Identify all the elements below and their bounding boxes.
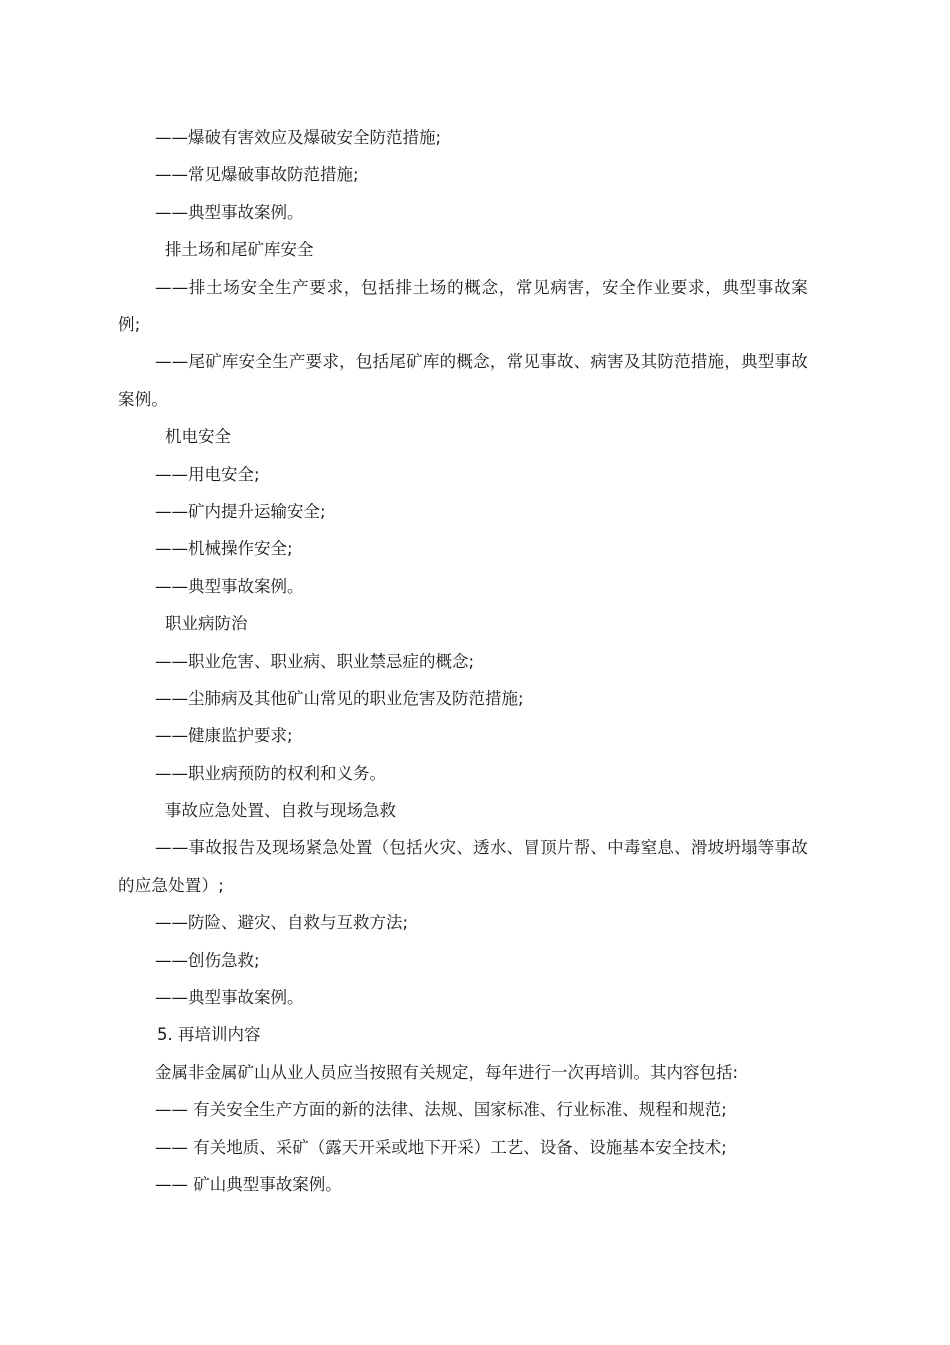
list-item: ——创伤急救; bbox=[155, 950, 260, 970]
list-item: —— 有关安全生产方面的新的法律、法规、国家标准、行业标准、规程和规范; bbox=[155, 1100, 727, 1120]
list-item: ——机械操作安全; bbox=[155, 539, 293, 559]
document-body bbox=[118, 119, 808, 1203]
section-heading: 职业病防治 bbox=[165, 614, 248, 634]
section-heading: 事故应急处置、自救与现场急救 bbox=[165, 801, 396, 821]
list-item: ——典型事故案例。 bbox=[155, 576, 304, 596]
section-heading: 5. 再培训内容 bbox=[157, 1025, 261, 1045]
paragraph: 金属非金属矿山从业人员应当按照有关规定，每年进行一次再培训。其内容包括: bbox=[155, 1062, 739, 1082]
section-heading: 排土场和尾矿库安全 bbox=[165, 240, 314, 260]
list-item: ——尾矿库安全生产要求，包括尾矿库的概念，常见事故、病害及其防范措施，典型事故案例。 bbox=[118, 352, 808, 409]
list-item: ——典型事故案例。 bbox=[155, 202, 304, 222]
list-item: ——典型事故案例。 bbox=[155, 988, 304, 1008]
list-item: ——排土场安全生产要求，包括排土场的概念，常见病害，安全作业要求，典型事故案例; bbox=[118, 277, 808, 334]
list-item: —— 矿山典型事故案例。 bbox=[155, 1175, 342, 1195]
section-heading: 机电安全 bbox=[165, 427, 231, 447]
list-item: ——职业病预防的权利和义务。 bbox=[155, 763, 386, 783]
list-item: ——防险、避灾、自救与互救方法; bbox=[155, 913, 409, 933]
list-item: ——尘肺病及其他矿山常见的职业危害及防范措施; bbox=[155, 688, 524, 708]
list-item: ——爆破有害效应及爆破安全防范措施; bbox=[155, 128, 442, 147]
list-item: ——健康监护要求; bbox=[155, 726, 293, 746]
list-item: —— 有关地质、采矿（露天开采或地下开采）工艺、设备、设施基本安全技术; bbox=[155, 1137, 727, 1157]
list-item: ——常见爆破事故防范措施; bbox=[155, 165, 359, 185]
list-item: ——用电安全; bbox=[155, 464, 260, 484]
list-item: ——事故报告及现场紧急处置（包括火灾、透水、冒顶片帮、中毒窒息、滑坡坍塌等事故的应急处置）; bbox=[118, 838, 808, 895]
list-item: ——矿内提升运输安全; bbox=[155, 501, 326, 521]
list-item: ——职业危害、职业病、职业禁忌症的概念; bbox=[155, 651, 475, 671]
